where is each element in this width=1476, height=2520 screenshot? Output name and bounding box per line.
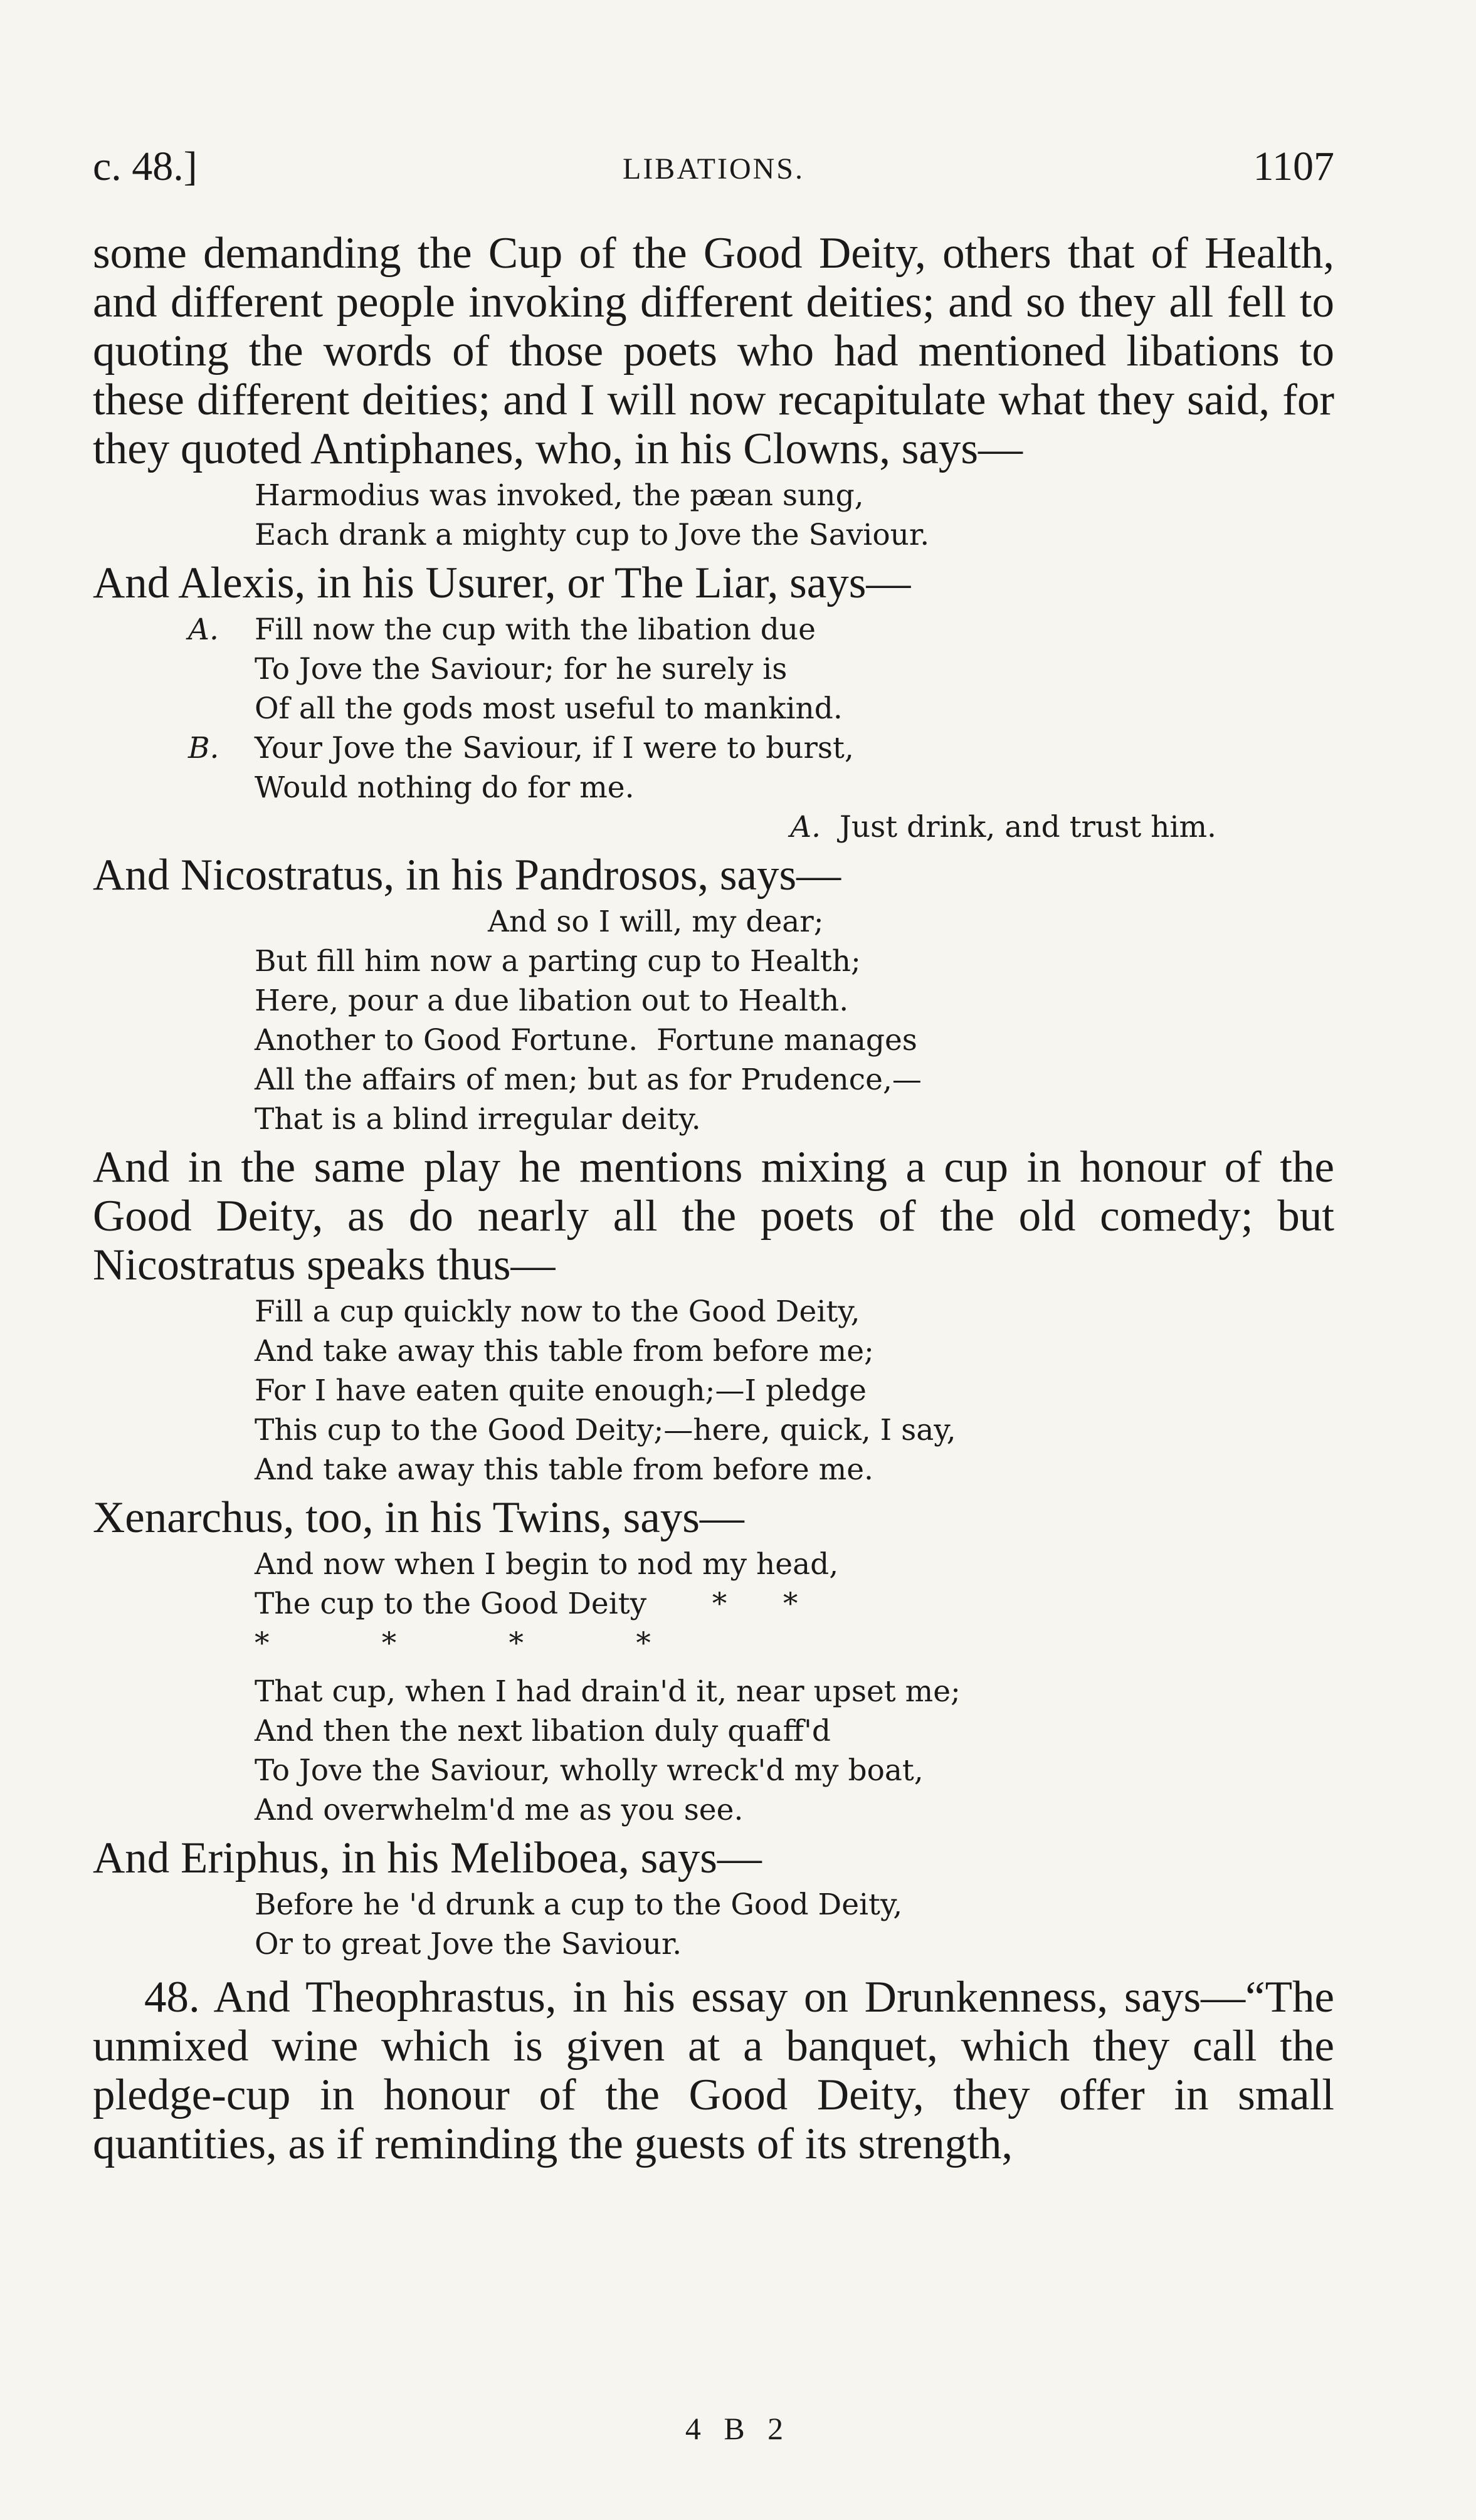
main-text [93,229,1334,2168]
running-header [93,143,1334,212]
speaker-label: A. [188,612,219,647]
verse-line: A. Fill now the cup with the libation due [93,610,1334,649]
verse-line: And take away this table from before me; [255,1334,874,1368]
verse-line: And take away this table from before me. [255,1452,873,1487]
verse-nicostratus-good-deity [93,1292,1334,1489]
signature-mark: 4 B 2 [685,2411,791,2446]
speaker-label: B. [188,731,219,765]
verse-line: Would nothing do for me. [255,770,635,805]
verse-line: A. Just drink, and trust him. [790,810,1216,844]
verse-line: To Jove the Saviour; for he surely is [255,652,788,686]
verse-alexis [93,610,1334,847]
verse-line: This cup to the Good Deity;—here, quick, I say, [255,1413,956,1447]
running-title: LIBATIONS. [623,152,804,186]
chapter-reference: c. 48.] [93,144,198,189]
paragraph-same-play: And in the same play he mentions mixing a cup in honour of the Good Deity, as do nearly all the poets of the old comedy; but Nicostratus speaks thus— [93,1143,1334,1289]
verse-line: Each drank a mighty cup to Jove the Saviour. [255,518,930,552]
page-number: 1107 [1253,144,1334,189]
omission-asterisks: * * [712,1587,798,1621]
verse-line: Of all the gods most useful to mankind. [255,691,843,726]
verse-line: And then the next libation duly quaff'd [255,1714,831,1748]
verse-line: All the affairs of men; but as for Prudence,— [255,1063,922,1097]
verse-line: That cup, when I had drain'd it, near upset me; [255,1674,961,1709]
verse-line: Or to great Jove the Saviour. [255,1927,682,1961]
verse-line: Harmodius was invoked, the pæan sung, [255,478,864,513]
verse-line: And now when I begin to nod my head, [255,1547,839,1582]
speaker-label: A. [790,810,821,844]
verse-line: For I have eaten quite enough;—I pledge [255,1373,867,1408]
verse-line: Fill a cup quickly now to the Good Deity, [255,1294,860,1329]
paragraph-section-48: 48. And Theophrastus, in his essay on Drunkenness, says—“The unmixed wine which is given at a banquet, which they call the pledge-cup in honour of the Good Deity, they offer in small quantities, as if reminding the guests of its strength, [93,1973,1334,2168]
verse-line: That is a blind irregular deity. [255,1102,701,1137]
verse-xenarchus [93,1545,1334,1830]
verse-line: But fill him now a parting cup to Health; [255,944,861,979]
paragraph-alexis-intro: And Alexis, in his Usurer, or The Liar, says— [93,559,911,607]
paragraph-xenarchus-intro: Xenarchus, too, in his Twins, says— [93,1493,744,1542]
verse-nicostratus-pandrosos [93,902,1334,1139]
verse-line: The cup to the Good Deity * * [255,1587,798,1621]
verse-line: And overwhelm'd me as you see. [255,1793,744,1827]
paragraph-nicostratus-intro: And Nicostratus, in his Pandrosos, says— [93,851,841,900]
paragraph-antiphanes-intro: some demanding the Cup of the Good Deity, others that of Health, and different people invoking different deities; and so they all fell to quoting the words of those poets who had mentioned libations to these different deities; and I will now recapitulate what they said, for they quoted Antiphanes, who, in his Clowns, says— [93,229,1334,473]
verse-line: And so I will, my dear; [488,905,824,939]
verse-antiphanes [93,476,1334,555]
omission-asterisks: * * * * [255,1626,651,1661]
verse-line: Another to Good Fortune. Fortune manages [255,1023,917,1058]
verse-eriphus [93,1885,1334,1964]
verse-line: To Jove the Saviour, wholly wreck'd my boat, [255,1753,924,1788]
paragraph-eriphus-intro: And Eriphus, in his Meliboea, says— [93,1834,762,1882]
verse-line: Before he 'd drunk a cup to the Good Deity, [255,1887,903,1922]
verse-line: Here, pour a due libation out to Health. [255,984,849,1018]
verse-line: B. Your Jove the Saviour, if I were to burst, [93,728,1334,768]
